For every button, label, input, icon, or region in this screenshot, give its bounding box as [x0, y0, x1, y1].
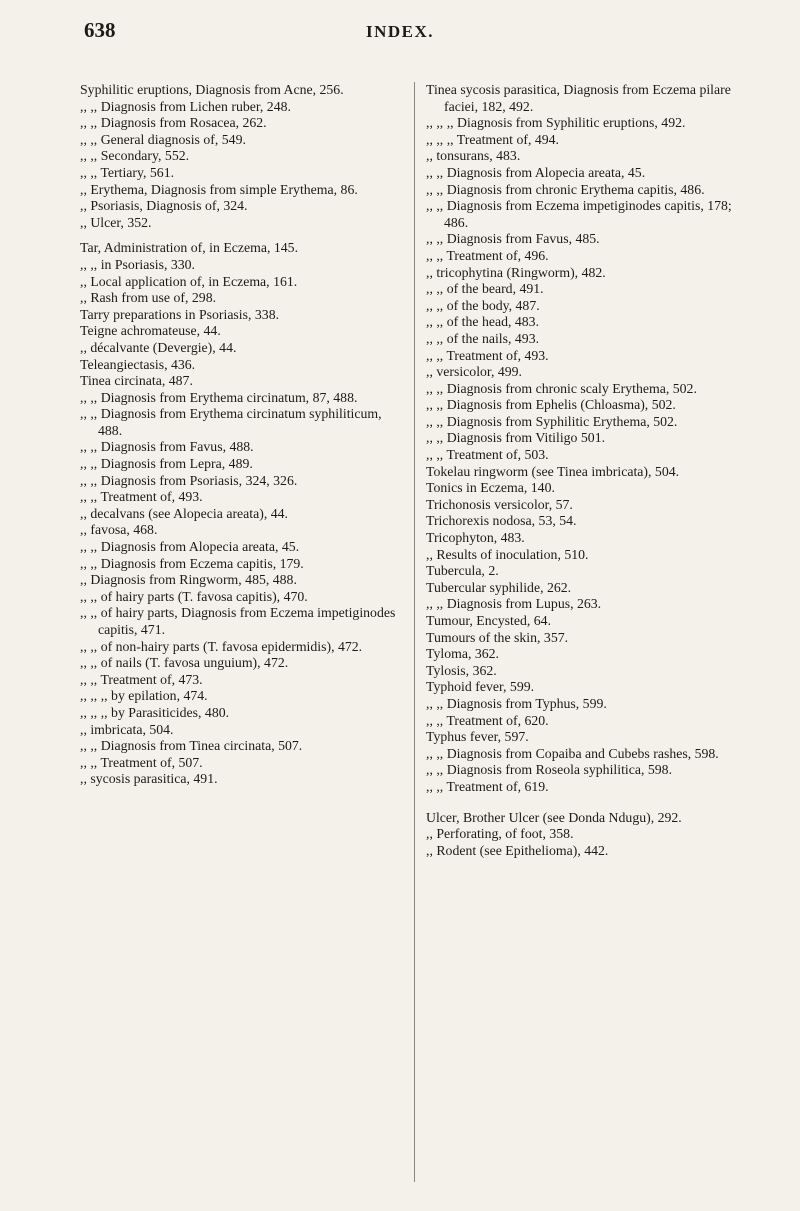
index-entry: ,, ,, Diagnosis from Psoriasis, 324, 326.: [80, 472, 298, 488]
index-entry: ,, ,, Diagnosis from Lupus, 263.: [426, 596, 602, 612]
index-entry: ,, ,, Treatment of, 493.: [426, 347, 549, 363]
index-entry: Tumour, Encysted, 64.: [426, 613, 552, 628]
right-index-column: [426, 82, 752, 859]
index-entry: ,, ,, Treatment of, 473.: [80, 671, 203, 687]
index-entry: ,, ,, Diagnosis from Lichen ruber, 248.: [80, 98, 291, 114]
index-entry: Tokelau ringworm (see Tinea imbricata), 504.: [426, 463, 680, 479]
index-entry: Tylosis, 362.: [426, 662, 497, 678]
index-entry: ,, versicolor, 499.: [426, 364, 523, 380]
index-entry: Tonics in Eczema, 140.: [426, 480, 555, 496]
index-entry: ,, Ulcer, 352.: [80, 214, 152, 230]
index-entry: ,, ,, Diagnosis from Alopecia areata, 45.: [80, 539, 300, 555]
index-entry: ,, ,, Diagnosis from Rosacea, 262.: [80, 115, 267, 131]
index-entry: ,, ,, Diagnosis from Copaiba and Cubebs rashes, 598.: [426, 745, 719, 761]
page-number: 638: [84, 18, 116, 42]
index-entry: Teigne achromateuse, 44.: [80, 323, 221, 339]
index-entry: ,, Erythema, Diagnosis from simple Erythema, 86.: [80, 181, 358, 197]
index-entry: ,, ,, ,, by epilation, 474.: [80, 688, 208, 704]
index-entry: ,, ,, ,, by Parasiticides, 480.: [80, 704, 230, 720]
index-entry: ,, ,, Diagnosis from Eczema impetiginodes capitis, 178; 486.: [426, 198, 732, 230]
index-entry: ,, Rash from use of, 298.: [80, 290, 217, 306]
index-entry: ,, Local application of, in Eczema, 161.: [80, 273, 298, 289]
index-entry: Tyloma, 362.: [426, 646, 499, 662]
index-entry: ,, ,, Diagnosis from Favus, 488.: [80, 439, 254, 455]
running-head: INDEX.: [365, 22, 435, 41]
index-entry: ,, ,, Diagnosis from chronic Erythema capitis, 486.: [426, 181, 705, 197]
index-entry: ,, ,, Diagnosis from Ephelis (Chloasma), 502.: [426, 397, 676, 413]
index-entry: ,, ,, General diagnosis of, 549.: [80, 131, 246, 147]
index-entry: ,, ,, Treatment of, 620.: [426, 712, 549, 728]
index-entry: ,, ,, Diagnosis from Erythema circinatum, 87, 488.: [80, 389, 358, 405]
index-entry: ,, ,, Tertiary, 561.: [80, 164, 175, 180]
index-entry: ,, Results of inoculation, 510.: [426, 546, 589, 562]
index-entry: ,, ,, of the body, 487.: [426, 297, 540, 313]
index-entry: Tinea circinata, 487.: [80, 373, 193, 389]
index-entry: ,, ,, Treatment of, 619.: [426, 778, 549, 794]
index-entry: Typhoid fever, 599.: [426, 679, 535, 695]
index-entry: ,, ,, in Psoriasis, 330.: [80, 256, 195, 272]
index-entry: Syphilitic eruptions, Diagnosis from Acne, 256.: [80, 82, 344, 97]
index-entry: ,, ,, of the head, 483.: [426, 314, 540, 330]
index-entry: Trichorexis nodosa, 53, 54.: [426, 513, 577, 529]
index-entry: ,, ,, Diagnosis from Syphilitic Erythema, 502.: [426, 413, 678, 429]
index-entry: ,, ,, Secondary, 552.: [80, 148, 190, 164]
index-entry: Ulcer, Brother Ulcer (see Donda Ndugu), 292.: [426, 809, 682, 825]
left-index-column: [80, 82, 406, 788]
index-entry: ,, sycosis parasitica, 491.: [80, 771, 218, 787]
index-entry: Tubercular syphilide, 262.: [426, 579, 572, 595]
index-entry: ,, Psoriasis, Diagnosis of, 324.: [80, 198, 248, 214]
index-entry: ,, ,, of the beard, 491.: [426, 281, 544, 297]
index-entry: Tarry preparations in Psoriasis, 338.: [80, 306, 280, 322]
index-entry: ,, decalvans (see Alopecia areata), 44.: [80, 505, 288, 521]
index-entry: ,, ,, Diagnosis from Erythema circinatum syphiliticum, 488.: [80, 406, 382, 438]
index-entry: ,, ,, of nails (T. favosa unguium), 472.: [80, 655, 289, 671]
index-entry: ,, ,, of the nails, 493.: [426, 330, 540, 346]
index-entry: ,, ,, Diagnosis from Favus, 485.: [426, 231, 600, 247]
index-entry: Tinea sycosis parasitica, Diagnosis from Eczema pilare faciei, 182, 492.: [426, 82, 731, 114]
index-entry: Trichonosis versicolor, 57.: [426, 496, 573, 512]
index-entry: ,, ,, Treatment of, 503.: [426, 447, 549, 463]
index-entry: ,, ,, Diagnosis from Eczema capitis, 179.: [80, 555, 304, 571]
index-entry: ,, imbricata, 504.: [80, 721, 174, 737]
index-entry: Tricophyton, 483.: [426, 530, 525, 546]
index-entry: ,, ,, Diagnosis from Tinea circinata, 507.: [80, 738, 303, 754]
index-entry: ,, ,, Diagnosis from Roseola syphilitica, 598.: [426, 762, 673, 778]
index-entry: ,, ,, Treatment of, 493.: [80, 489, 203, 505]
index-entry: ,, ,, of hairy parts, Diagnosis from Eczema impetiginodes capitis, 471.: [80, 605, 396, 637]
index-entry: Tubercula, 2.: [426, 563, 499, 579]
index-entry: ,, Rodent (see Epithelioma), 442.: [426, 842, 609, 858]
index-entry: ,, ,, of hairy parts (T. favosa capitis), 470.: [80, 588, 308, 604]
index-entry: Tar, Administration of, in Eczema, 145.: [80, 240, 299, 256]
index-entry: ,, ,, Treatment of, 507.: [80, 754, 203, 770]
index-entry: ,, ,, Diagnosis from Alopecia areata, 45.: [426, 164, 646, 180]
index-entry: ,, ,, Treatment of, 496.: [426, 247, 549, 263]
index-entry: ,, Diagnosis from Ringworm, 485, 488.: [80, 572, 297, 588]
index-entry: Tumours of the skin, 357.: [426, 629, 569, 645]
column-divider: [414, 82, 415, 1182]
index-entry: ,, décalvante (Devergie), 44.: [80, 339, 237, 355]
index-entry: ,, tonsurans, 483.: [426, 148, 521, 164]
index-entry: ,, ,, ,, Diagnosis from Syphilitic eruptions, 492.: [426, 115, 686, 131]
index-entry: ,, ,, Diagnosis from Typhus, 599.: [426, 695, 607, 711]
index-entry: ,, Perforating, of foot, 358.: [426, 826, 574, 842]
index-entry: Typhus fever, 597.: [426, 729, 529, 745]
index-entry: ,, ,, ,, Treatment of, 494.: [426, 131, 559, 147]
index-entry: ,, tricophytina (Ringworm), 482.: [426, 264, 606, 280]
index-entry: ,, ,, Diagnosis from chronic scaly Erythema, 502.: [426, 380, 697, 396]
index-entry: ,, ,, Diagnosis from Vitiligo 501.: [426, 430, 606, 446]
index-entry: ,, favosa, 468.: [80, 522, 158, 538]
index-entry: Teleangiectasis, 436.: [80, 356, 196, 372]
index-entry: ,, ,, of non-hairy parts (T. favosa epidermidis), 472.: [80, 638, 363, 654]
index-entry: ,, ,, Diagnosis from Lepra, 489.: [80, 456, 253, 472]
